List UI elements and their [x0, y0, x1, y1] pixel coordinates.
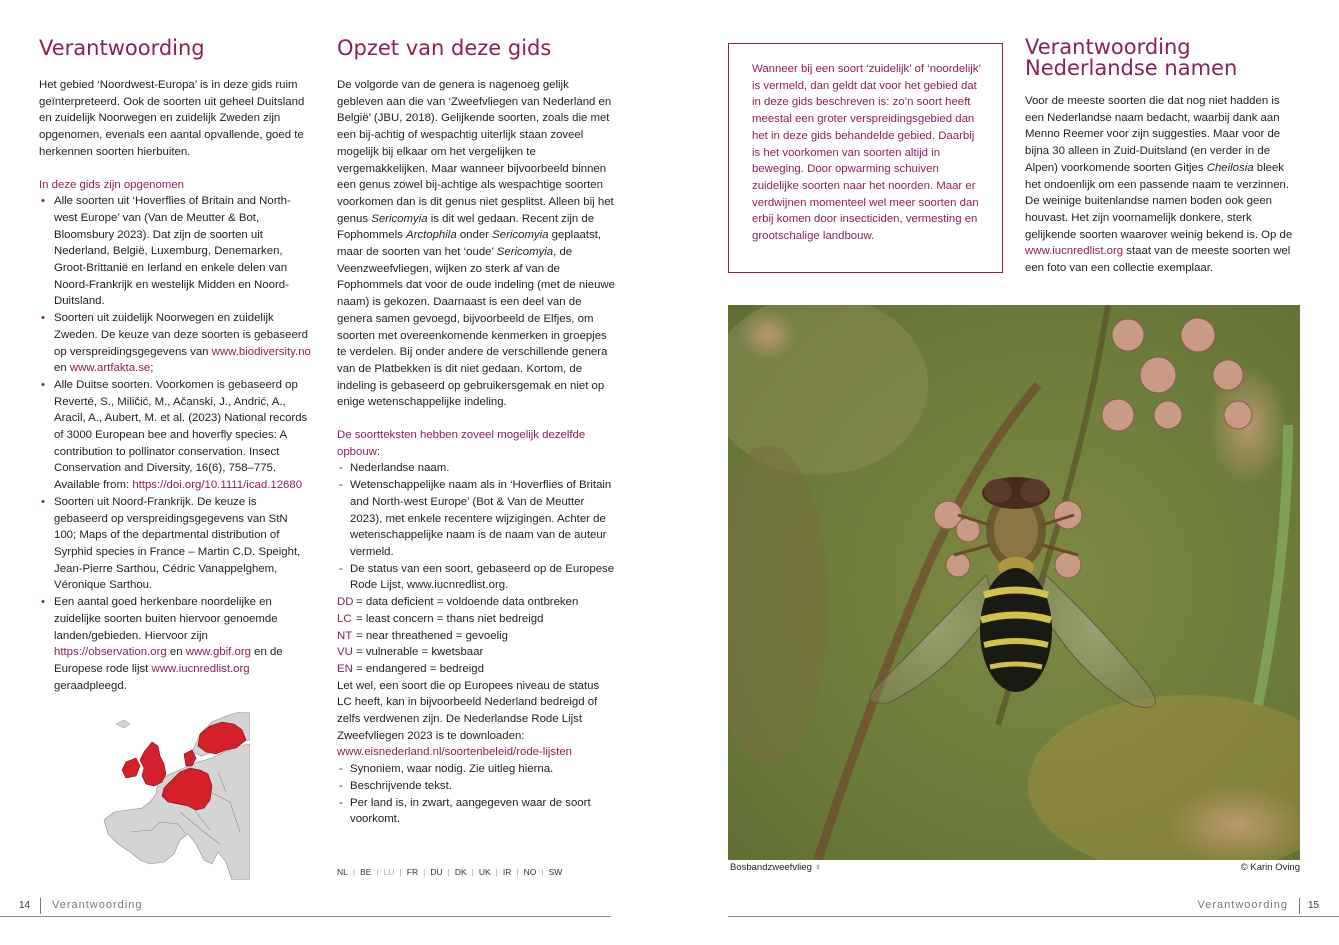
link-gbif[interactable]: www.gbif.org — [185, 646, 251, 659]
page-number-right: 15 — [1308, 900, 1320, 911]
footer-rule-right — [728, 916, 1339, 917]
country-code: NL — [337, 867, 348, 877]
photo-caption: Bosbandzweefvlieg ♀ — [730, 862, 822, 873]
middle-column-text — [337, 77, 615, 828]
list-item: - Per land is, in zwart, aangegeven waar de soort voorkomt. — [337, 795, 615, 828]
country-code: NO — [523, 867, 537, 877]
info-box-text: Wanneer bij een soort ‘zuidelijk’ of ‘noordelijk’ is vermeld, dan geldt dat voor het gebied dat in deze gids beschreven is: zo’n soort heeft meestal een groter verspreidingsgebied dan het in deze gids behandelde gebied. Daarbij is het voorkomen van soorten altijd in beweging. Door opwarming schuiven zuidelijke soorten naar het noorden. Maar er verdwijnen momenteel wel meer soorten dan erbij komen door insecticiden, vermesting en grootschalige landbouw. — [752, 63, 981, 243]
heading-opzet: Opzet van deze gids — [337, 36, 552, 60]
list-item: - Wetenschappelijke naam als in ‘Hoverflies of Britain and North-west Europe’ (Bot & Van de Meutter 2023), met enkele recentere wijzigingen. Achter de wetenschappelijke naam is de naam van de auteur vermeld. — [337, 477, 615, 561]
link-iucn[interactable]: www.iucnredlist.org — [151, 662, 250, 675]
list-item: • Soorten uit Noord-Frankrijk. De keuze is gebaseerd op verspreidingsgegevens van StN 100; Maps of the departmental distribution of Syrphid species in France – Martin C.D. Speight, Jean-Pierre Sarthou, Cédric Vanappelghem, Véronique Sarthou. — [39, 494, 311, 594]
status-code-row: NT = near threathened = gevoelig — [337, 629, 508, 642]
country-legend: NL | BE | LU | FR | DU | DK | UK | IR | NO | SW — [337, 867, 563, 877]
photo-credit: © Karin Oving — [1240, 862, 1300, 873]
country-code: SW — [548, 867, 563, 877]
structure-heading: De soortteksten hebben zoveel mogelijk dezelfde opbouw: — [337, 429, 586, 458]
country-code: LU — [383, 867, 395, 877]
list-item: • Alle Duitse soorten. Voorkomen is gebaseerd op Reverté, S., Miličić, M., Ačanski, J., Andrić, A., Aracil, A., Aubert, M. et al. (2023) National records of 3000 European bee and hoverfly species: A contribution to pollinator conservation. Insect Conservation and Diversity, 16(6), 758–775. Available from: https://doi.org/10.1111/icad.12680 — [39, 377, 311, 494]
intro-paragraph: Het gebied ‘Noordwest-Europa’ is in deze gids ruim geïnterpreteerd. Ook de soorten uit geheel Duitsland en zuidelijk Noorwegen en zuidelijk Zweden zijn opgenomen, evenals een aantal opvallende, goed te herkennen soorten hierbuiten. — [39, 79, 305, 158]
opzet-paragraph: De volgorde van de genera is nagenoeg gelijk gebleven aan die van ‘Zweefvliegen van Nederland en België’ (JBU, 2018). Gelijkende soorten, zoals die met een bij-achtig of wespachtig uiterlijk staan zoveel mogelijk bij elkaar om het vergelijken te vergemakkelijken. Maar wanneer bijvoorbeeld binnen een genus zowel bij-achtige als wespachtige soorten voorkomen dan is dit genus niet gesplitst. Alleen bij het genus Sericomyia is dit wel gedaan. Recent zijn de Fophommels Arctophila onder Sericomyia geplaatst, maar de soorten van het ‘oude’ Sericomyia, de Veenzweefvliegen, wijken zo sterk af van de Fophommels dat voor de oude indeling (met de nieuwe naam) is gekozen. Daarnaast is een deel van de genera samen gevoegd, bijvoorbeeld de Elfjes, om soorten met overeenkomende kenmerken in groepjes te verdelen. Bij onder andere de verschillende genera van de Platbekken is dit niet gedaan. Kortom, de indeling is gebaseerd op gebruikersgemak en niet op enige wetenschappelijke indeling. — [337, 79, 615, 409]
status-code-row: VU = vulnerable = kwetsbaar — [337, 646, 484, 659]
country-code: BE — [360, 867, 372, 877]
list-item: - De status van een soort, gebaseerd op de Europese Rode Lijst, www.iucnredlist.org. — [337, 561, 615, 594]
footer-label-left: Verantwoording — [52, 899, 143, 911]
footer-rule-left — [0, 916, 611, 917]
list-item: • Een aantal goed herkenbare noordelijke en zuidelijke soorten buiten hiervoor genoemde landen/gebieden. Hiervoor zijn https://observation.org en www.gbif.org en de Europese rode lijst www.iucnredlist.org geraadpleegd. — [39, 594, 311, 694]
link-observation[interactable]: https://observation.org — [54, 646, 167, 659]
link-artfakta[interactable]: www.artfakta.se — [69, 362, 151, 375]
included-heading: In deze gids zijn opgenomen — [39, 178, 185, 191]
link-iucn-right[interactable]: www.iucnredlist.org — [1025, 245, 1124, 258]
included-list — [39, 193, 311, 694]
footer-divider-right — [1299, 898, 1300, 914]
heading-verantwoording: Verantwoording — [39, 36, 205, 60]
country-code: IR — [502, 867, 512, 877]
europe-map — [100, 712, 250, 880]
page-number-left: 14 — [19, 900, 31, 911]
status-code-row: EN = endangered = bedreigd — [337, 662, 484, 675]
list-item: - Synoniem, waar nodig. Zie uitleg hierna. — [337, 761, 615, 778]
footer-divider-left — [40, 898, 41, 914]
list-item: - Beschrijvende tekst. — [337, 778, 615, 795]
link-doi[interactable]: https://doi.org/10.1111/icad.12680 — [132, 479, 303, 492]
hoverfly-photo — [728, 305, 1300, 860]
left-column-text — [39, 77, 311, 694]
country-code: DU — [430, 867, 443, 877]
country-code: FR — [406, 867, 419, 877]
country-code: UK — [478, 867, 491, 877]
list-item: • Soorten uit zuidelijk Noorwegen en zuidelijk Zweden. De keuze van deze soorten is gebaseerd op verspreidingsgegevens van www.biodiversity.no en www.artfakta.se; — [39, 310, 311, 377]
status-code-row: LC = least concern = thans niet bedreigd — [337, 612, 544, 625]
link-eis[interactable]: www.eisnederland.nl/soortenbeleid/rode-lijsten — [337, 746, 572, 759]
names-paragraph: Voor de meeste soorten die dat nog niet hadden is een Nederlandse naam bedacht, waarbij dank aan Menno Reemer voor zijn suggesties. Maar voor de bijna 30 alleen in Zuid-Duitsland (en verder in de Alpen) voorkomende soorten Gitjes Cheilosia bleek het ondoenlijk om een passende naam te verzinnen. De weinige buitenlandse namen boden ook geen houvast. Het zijn voornamelijk donkere, sterk gelijkende soorten waarover weinig bekend is. Op de www.iucnredlist.org staat van de meeste soorten wel een foto van een collectie exemplaar. — [1025, 95, 1293, 275]
link-biodiversity[interactable]: www.biodiversity.no — [211, 345, 311, 358]
info-box — [728, 43, 1003, 273]
status-code-row: DD = data deficient = voldoende data ontbreken — [337, 596, 579, 609]
rode-lijst-paragraph: Let wel, een soort die op Europees niveau de status LC heeft, kan in bijvoorbeeld Nederland bedreigd of zelfs verdwenen zijn. De Nederlandse Rode Lijst Zweefvliegen 2023 is te downloaden: www.eisnederland.nl/soortenbeleid/rode-lijsten — [337, 679, 600, 759]
status-codes — [337, 594, 615, 678]
structure-list-a — [337, 460, 615, 594]
list-item: • Alle soorten uit ‘Hoverflies of Britain and North-west Europe’ van (Van de Meutter & Bot, Bloomsbury 2023). Dat zijn de soorten uit Nederland, België, Luxemburg, Denemarken, Groot-Brittanië en Ierland en enkele delen van Noord-Frankrijk en westelijk Midden en Noord-Duitsland. — [39, 193, 311, 310]
structure-list-b — [337, 761, 615, 828]
footer-label-right: Verantwoording — [1197, 899, 1288, 911]
country-code: DK — [454, 867, 467, 877]
heading-nederlandse-namen: Verantwoording Nederlandse namen — [1025, 35, 1238, 80]
list-item: - Nederlandse naam. — [337, 460, 615, 477]
